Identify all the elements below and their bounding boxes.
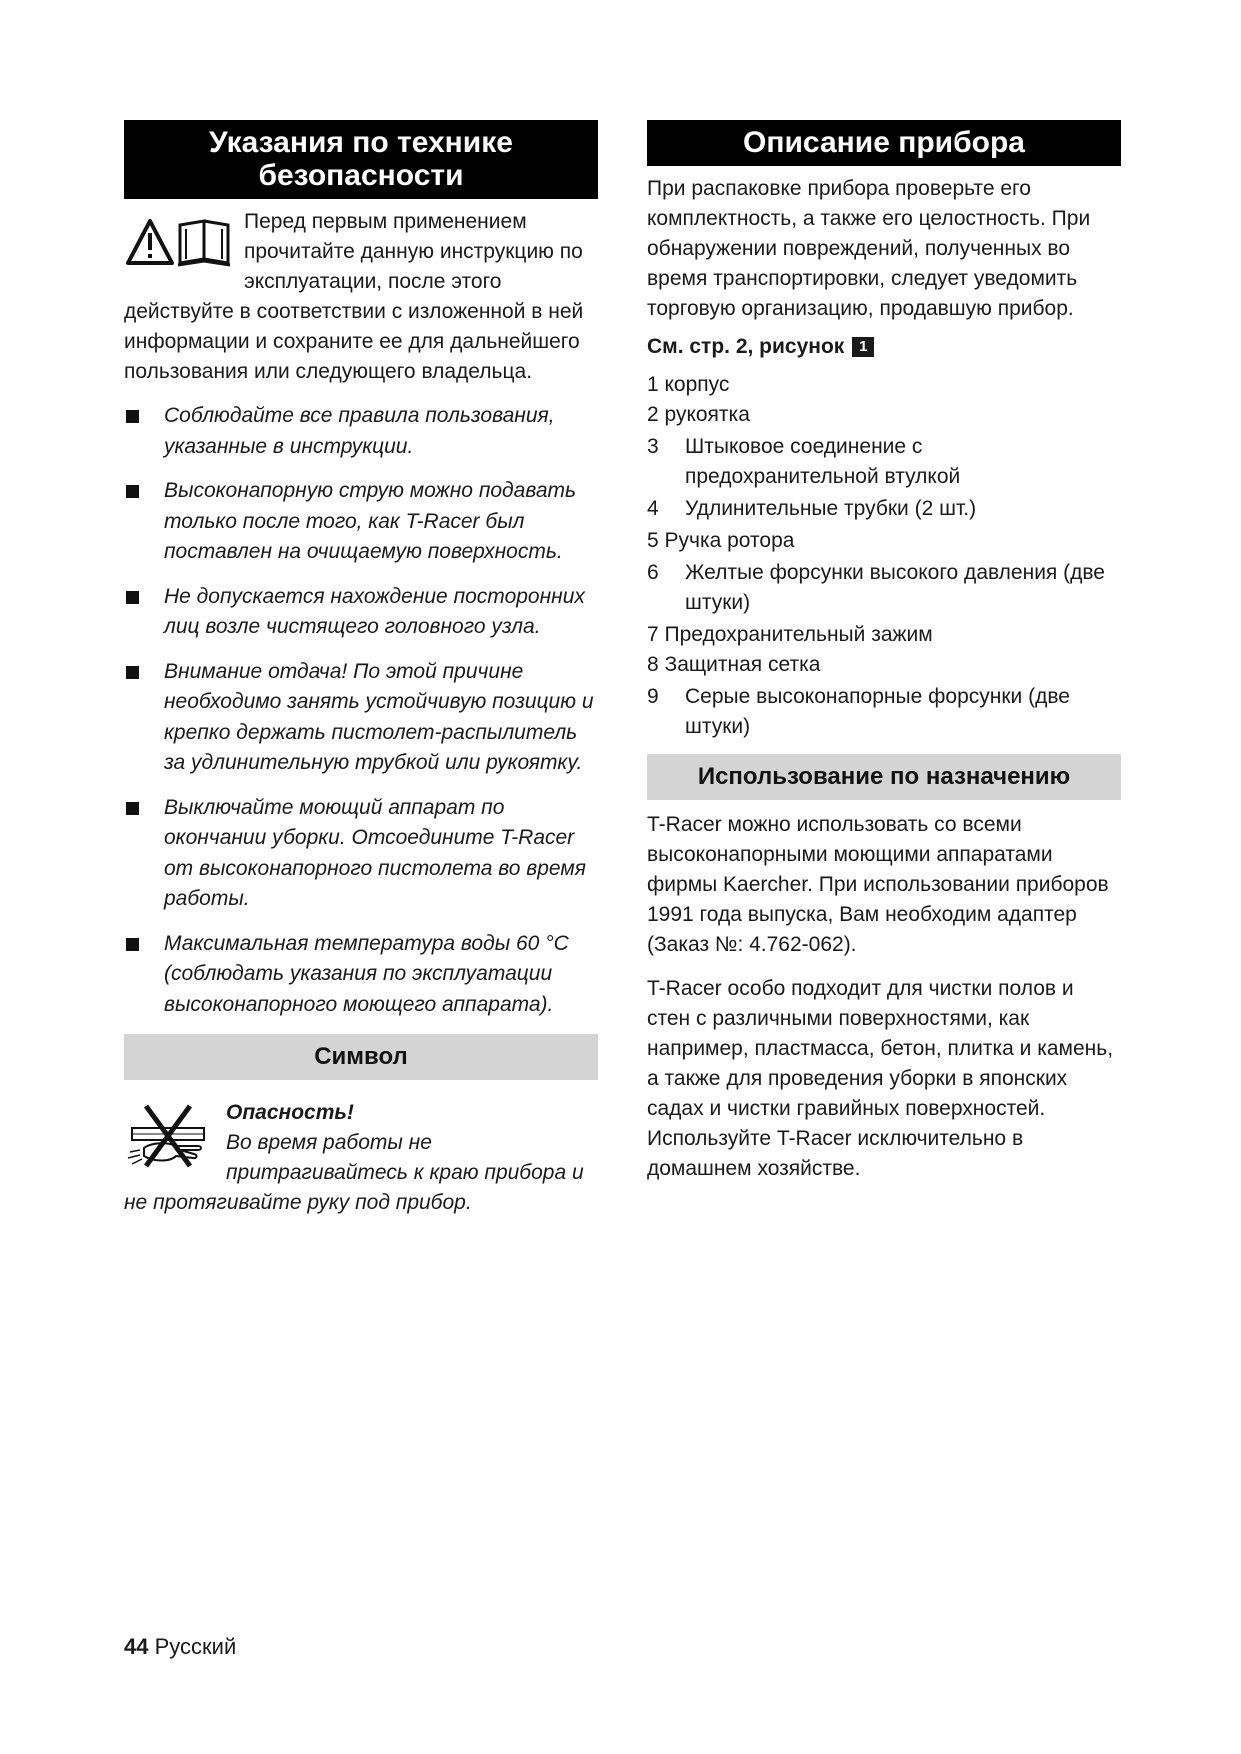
safety-bullet-list bbox=[124, 401, 598, 1020]
figure-badge: 1 bbox=[852, 337, 874, 357]
parts-list bbox=[647, 370, 1121, 742]
list-item: Внимание отдача! По этой причине необходимо занять устойчивую позицию и крепко держать пистолет-распылитель за удлинительную трубкой или рукоятку. bbox=[124, 657, 598, 779]
intended-use-text-1: T-Racer можно использовать со всеми высоконапорными моющими аппаратами фирмы Kaercher. При использовании приборов 1991 года выпуска, Вам необходим адаптер (Заказ №: 4.762-062). bbox=[647, 813, 1109, 956]
danger-title: Опасность! bbox=[226, 1101, 354, 1124]
list-item: 9 Серые высоконапорные форсунки (две штуки) bbox=[647, 685, 1070, 738]
list-item: Соблюдайте все правила пользования, указанные в инструкции. bbox=[124, 401, 598, 462]
list-item: 8 Защитная сетка bbox=[647, 653, 821, 676]
footer-language: Русский bbox=[154, 1634, 237, 1659]
left-column bbox=[124, 120, 598, 1218]
list-item: 5 Ручка ротора bbox=[647, 529, 795, 552]
intended-use-text-2: T-Racer особо подходит для чистки полов и стен с различными поверхностями, как например, пластмасса, бетон, плитка и камень, а также для проведения уборки в японских садах и чистки гравийных поверхностей. Используйте T-Racer исключительно в домашнем хозяйстве. bbox=[647, 977, 1114, 1180]
safety-intro bbox=[124, 207, 598, 387]
list-item: 3 Штыковое соединение с предохранительной втулкой bbox=[647, 435, 961, 488]
symbol-heading: Символ bbox=[124, 1034, 598, 1080]
bullet-square-icon bbox=[126, 591, 139, 604]
list-item: Максимальная температура воды 60 °C (соблюдать указания по эксплуатации высоконапорного моющего аппарата). bbox=[124, 929, 598, 1021]
intended-use-section bbox=[647, 754, 1121, 1184]
list-item: 4 Удлинительные трубки (2 шт.) bbox=[647, 497, 977, 520]
list-item: Не допускается нахождение посторонних лиц возле чистящего головного узла. bbox=[124, 582, 598, 643]
safety-heading: Указания по технике безопасности bbox=[124, 120, 598, 199]
bullet-square-icon bbox=[126, 666, 139, 679]
right-column bbox=[647, 120, 1121, 1184]
bullet-square-icon bbox=[126, 802, 139, 815]
page-number: 44 bbox=[124, 1634, 149, 1659]
list-item: 1 корпус bbox=[647, 373, 730, 396]
list-item: Выключайте моющий аппарат по окончании уборки. Отсоедините T-Racer от высоконапорного пистолета во время работы. bbox=[124, 793, 598, 915]
hand-danger-icon bbox=[124, 1100, 216, 1170]
page-footer bbox=[124, 1632, 236, 1662]
list-item: Высоконапорную струю можно подавать только после того, как T-Racer был поставлен на очищаемую поверхность. bbox=[124, 476, 598, 568]
unpack-text: При распаковке прибора проверьте его комплектность, а также его целостность. При обнаружении повреждений, полученных во время транспортировки, следует уведомить торговую организацию, продавшую прибор. bbox=[647, 177, 1091, 320]
warning-manual-icon bbox=[124, 217, 238, 269]
danger-text: Во время работы не притрагивайтесь к краю прибора и не протягивайте руку под прибор. bbox=[124, 1131, 584, 1214]
bullet-square-icon bbox=[126, 485, 139, 498]
list-item: 7 Предохранительный зажим bbox=[647, 623, 933, 646]
list-item: 6 Желтые форсунки высокого давления (две штуки) bbox=[647, 561, 1105, 614]
figure-reference: См. стр. 2, рисунок 1 bbox=[647, 332, 1121, 362]
list-item: 2 рукоятка bbox=[647, 403, 750, 426]
bullet-square-icon bbox=[126, 938, 139, 951]
bullet-square-icon bbox=[126, 410, 139, 423]
device-heading: Описание прибора bbox=[647, 120, 1121, 166]
safety-intro-text: Перед первым применением прочитайте данную инструкцию по эксплуатации, после этого действуйте в соответствии с изложенной в ней информации и сохраните ее для дальнейшего пользования или следующего владельца. bbox=[124, 210, 584, 383]
intended-use-heading: Использование по назначению bbox=[647, 754, 1121, 800]
danger-symbol-block bbox=[124, 1098, 598, 1218]
